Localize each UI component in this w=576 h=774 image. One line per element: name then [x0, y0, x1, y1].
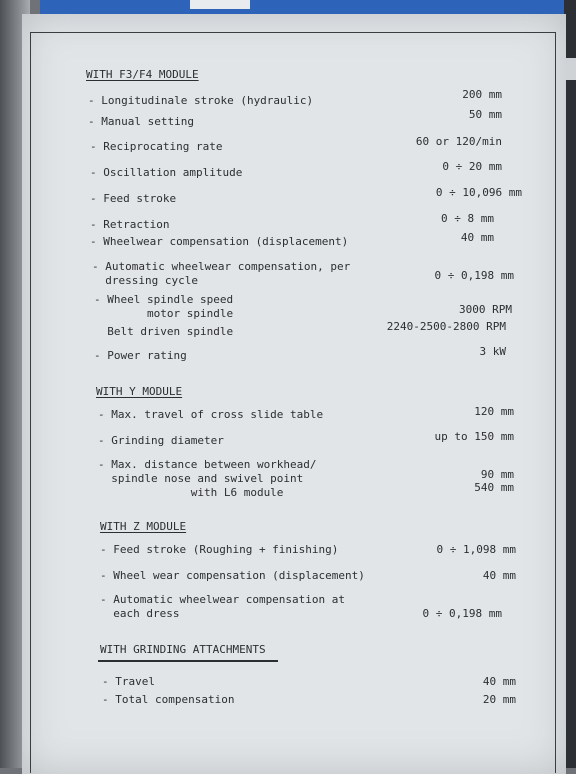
spec-label: - Grinding diameter [98, 434, 224, 447]
spec-value: 50 mm [468, 108, 502, 121]
spec-label: - Automatic wheelwear compensation, per [92, 260, 351, 273]
spec-label-continued: spindle nose and swivel point [98, 472, 304, 485]
spec-value: 0 ÷ 10,096 mm [435, 186, 522, 199]
spec-label-continued: motor spindle [94, 307, 234, 320]
section-heading-z: WITH Z MODULE [100, 520, 187, 533]
spec-label: - Automatic wheelwear compensation at [100, 593, 346, 606]
spec-label: - Travel [102, 675, 155, 688]
spec-value: 0 ÷ 1,098 mm [436, 543, 516, 556]
spec-label: - Retraction [90, 218, 170, 231]
spec-label-continued: with L6 module [98, 486, 284, 499]
spec-label: - Oscillation amplitude [90, 166, 243, 179]
spec-label: Belt driven spindle [94, 325, 234, 338]
spec-label: - Max. travel of cross slide table [98, 408, 324, 421]
spec-value: 3000 RPM [459, 303, 512, 316]
heading-underline [98, 660, 278, 662]
section-heading-f3-f4: WITH F3/F4 MODULE [86, 68, 199, 81]
spec-value: 540 mm [474, 481, 514, 494]
spec-label: - Feed stroke (Roughing + finishing) [100, 543, 339, 556]
spec-value: 120 mm [474, 405, 514, 418]
spec-label: - Reciprocating rate [90, 140, 223, 153]
spec-value: 0 ÷ 0,198 mm [434, 269, 514, 282]
spec-label: - Max. distance between workhead/ [98, 458, 317, 471]
spec-label: - Feed stroke [90, 192, 177, 205]
spec-label: - Manual setting [88, 115, 194, 128]
spec-label: - Longitudinale stroke (hydraulic) [88, 94, 314, 107]
spec-label: - Wheel spindle speed [94, 293, 234, 306]
spec-value: 0 ÷ 20 mm [442, 160, 502, 173]
section-heading-y: WITH Y MODULE [96, 385, 183, 398]
spec-value: 0 ÷ 0,198 mm [422, 607, 502, 620]
spec-label-continued: dressing cycle [92, 274, 198, 287]
spec-value: 60 or 120/min [415, 135, 502, 148]
top-cover-strip [40, 0, 576, 14]
spec-label: - Wheelwear compensation (displacement) [90, 235, 349, 248]
spec-value: 2240-2500-2800 RPM [386, 320, 506, 333]
spec-label: - Total compensation [102, 693, 235, 706]
section-heading-grinding-attachments: WITH GRINDING ATTACHMENTS [100, 643, 266, 656]
spec-value: 3 kW [479, 345, 506, 358]
spec-value: 200 mm [462, 88, 502, 101]
document-page [22, 14, 566, 774]
spec-value: 90 mm [480, 468, 514, 481]
spec-value: 40 mm [482, 569, 516, 582]
spec-value: 20 mm [482, 693, 516, 706]
spec-label: - Wheel wear compensation (displacement) [100, 569, 365, 582]
spec-label: - Power rating [94, 349, 187, 362]
spec-value: 40 mm [460, 231, 494, 244]
spec-label-continued: each dress [100, 607, 180, 620]
spec-value: 40 mm [482, 675, 516, 688]
spec-value: up to 150 mm [434, 430, 514, 443]
spec-value: 0 ÷ 8 mm [441, 212, 494, 225]
